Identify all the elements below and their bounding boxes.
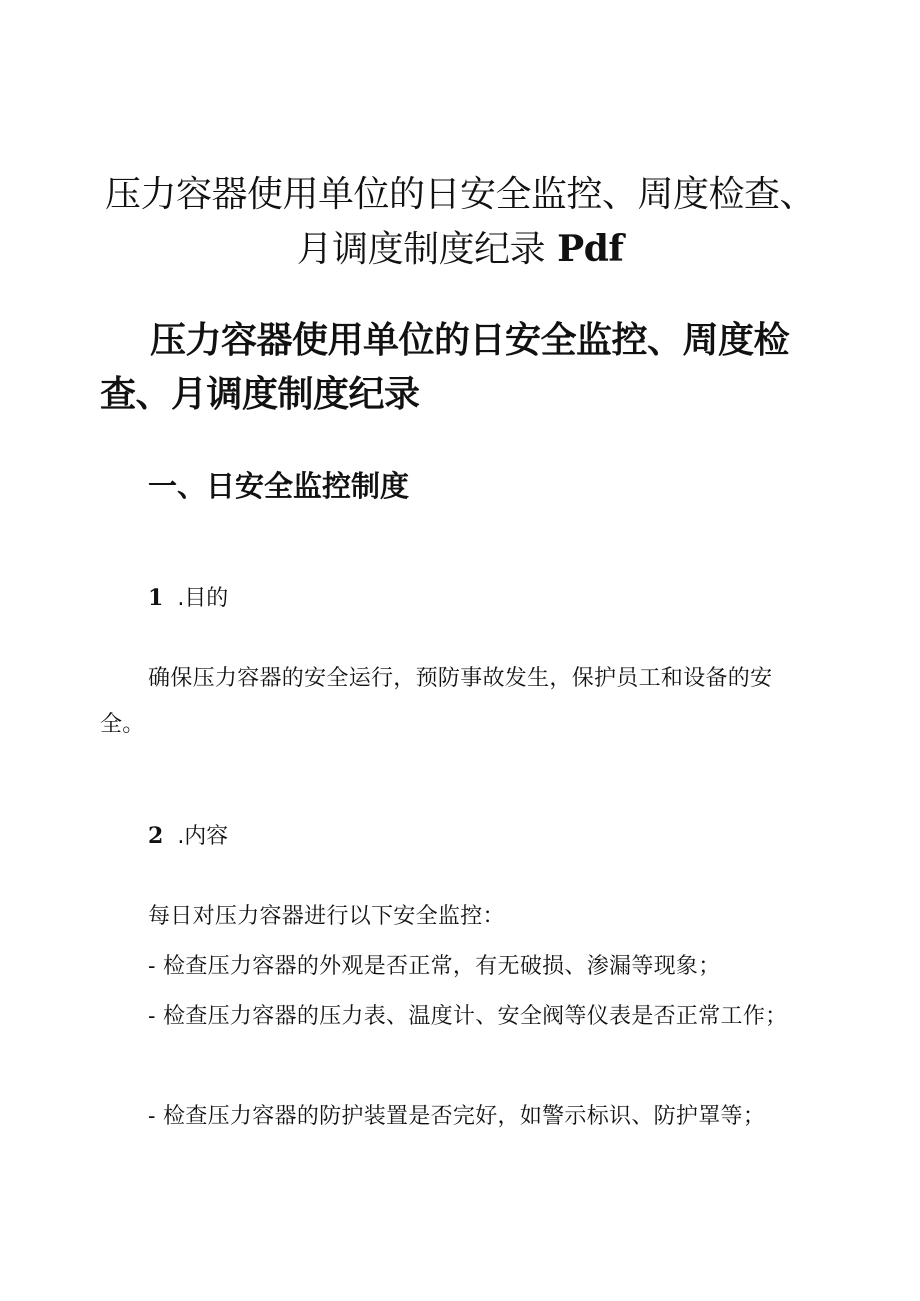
content-intro: 每日对压力容器进行以下安全监控： xyxy=(148,904,505,929)
content-label: .内容 xyxy=(177,824,229,849)
list-item: - 检查压力容器的压力表、温度计、安全阀等仪表是否正常工作； xyxy=(148,1004,788,1029)
document-title-suffix: Pdf xyxy=(545,228,624,270)
list-item: - 检查压力容器的防护装置是否完好，如警示标识、防护罩等； xyxy=(148,1104,766,1129)
purpose-number: 1 xyxy=(148,585,164,611)
section-heading: 一、日安全监控制度 xyxy=(148,469,410,503)
document-title-main: 压力容器使用单位的日安全监控、周度检查、月调度制度纪录 xyxy=(104,174,815,270)
purpose-heading xyxy=(148,583,228,614)
document-subtitle: 压力容器使用单位的日安全监控、周度检查、月调度制度纪录 xyxy=(100,320,790,415)
content-number: 2 xyxy=(148,823,164,849)
document-title xyxy=(100,168,820,277)
list-item: - 检查压力容器的外观是否正常，有无破损、渗漏等现象； xyxy=(148,954,721,979)
purpose-text: 确保压力容器的安全运行，预防事故发生，保护员工和设备的安全。 xyxy=(100,666,773,737)
purpose-label: .目的 xyxy=(177,586,229,611)
content-heading xyxy=(148,821,228,852)
